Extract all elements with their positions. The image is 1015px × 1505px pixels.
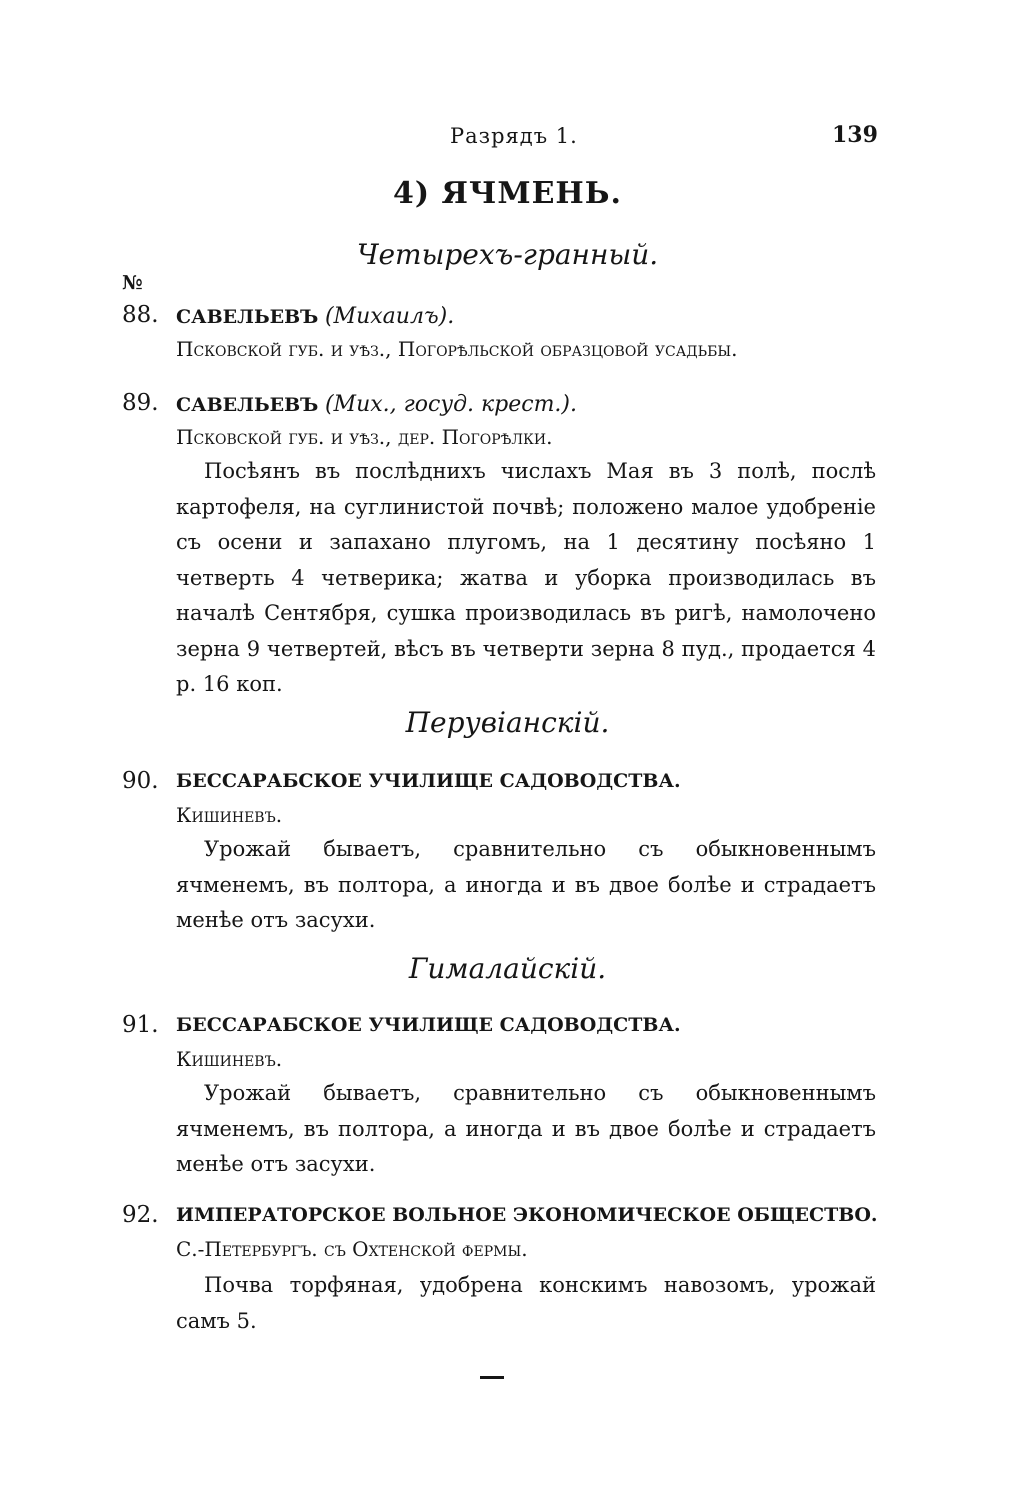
- entry-location: Псковской губ. и уѣз., Погорѣльской образцовой усадьбы.: [176, 337, 738, 361]
- entry-location: Псковской губ. и уѣз., дер. Погорѣлки.: [176, 425, 553, 449]
- entry-name-text: САВЕЛЬЕВЪ: [176, 394, 319, 416]
- entry-number: 92.: [122, 1202, 159, 1228]
- entry-name: [176, 304, 454, 329]
- page-number: 139: [832, 122, 878, 148]
- entry-location: Кишиневъ.: [176, 1047, 283, 1071]
- entry-name: ИМПЕРАТОРСКОЕ ВОЛЬНОЕ ЭКОНОМИЧЕСКОЕ ОБЩЕСТВО.: [176, 1204, 878, 1226]
- subhead-peruvian: Перувіанскій.: [405, 706, 610, 739]
- end-dash: [480, 1376, 504, 1379]
- entry-name: [176, 392, 577, 417]
- entry-location: Кишиневъ.: [176, 803, 283, 827]
- entry-location: С.-Петербургъ. съ Охтенской фермы.: [176, 1237, 528, 1261]
- entry-number: 88.: [122, 302, 159, 328]
- entry-name-note: (Михаилъ).: [324, 304, 455, 329]
- section-title: 4) ЯЧМЕНЬ.: [393, 176, 622, 211]
- entry-description: Урожай бываетъ, сравнительно съ обыкновеннымъ ячменемъ, въ полтора, а иногда и въ двое болѣе и страдаетъ менѣе отъ засухи.: [176, 1081, 876, 1176]
- running-head: Разрядъ 1.: [450, 124, 578, 148]
- number-mark: №: [122, 272, 143, 294]
- entry-number: 89.: [122, 390, 159, 416]
- subhead-himalayan: Гималайскій.: [408, 952, 607, 985]
- entry-name: БЕССАРАБСКОЕ УЧИЛИЩЕ САДОВОДСТВА.: [176, 1014, 681, 1036]
- entry-name: БЕССАРАБСКОЕ УЧИЛИЩЕ САДОВОДСТВА.: [176, 770, 681, 792]
- entry-description: Урожай бываетъ, сравнительно съ обыкновеннымъ ячменемъ, въ полтора, а иногда и въ двое болѣе и страдаетъ менѣе отъ засухи.: [176, 837, 876, 932]
- subhead-four-rowed: Четырехъ-гранный.: [356, 238, 659, 271]
- entry-description: Почва торфяная, удобрена конскимъ навозомъ, урожай самъ 5.: [176, 1273, 876, 1333]
- entry-name-text: САВЕЛЬЕВЪ: [176, 306, 319, 328]
- entry-name-note: (Мих., госуд. крест.).: [324, 392, 578, 417]
- entry-description: Посѣянъ въ послѣднихъ числахъ Мая въ 3 полѣ, послѣ картофеля, на суглинистой почвѣ; положено малое удобреніе съ осени и запахано плугомъ, на 1 десятину посѣяно 1 четверть 4 четверика; жатва и уборка производилась въ началѣ Сентября, сушка производилась въ ригѣ, намолочено зерна 9 четвертей, вѣсъ въ четверти зерна 8 пуд., продается 4 р. 16 коп.: [176, 459, 876, 696]
- entry-number: 91.: [122, 1012, 159, 1038]
- entry-number: 90.: [122, 768, 159, 794]
